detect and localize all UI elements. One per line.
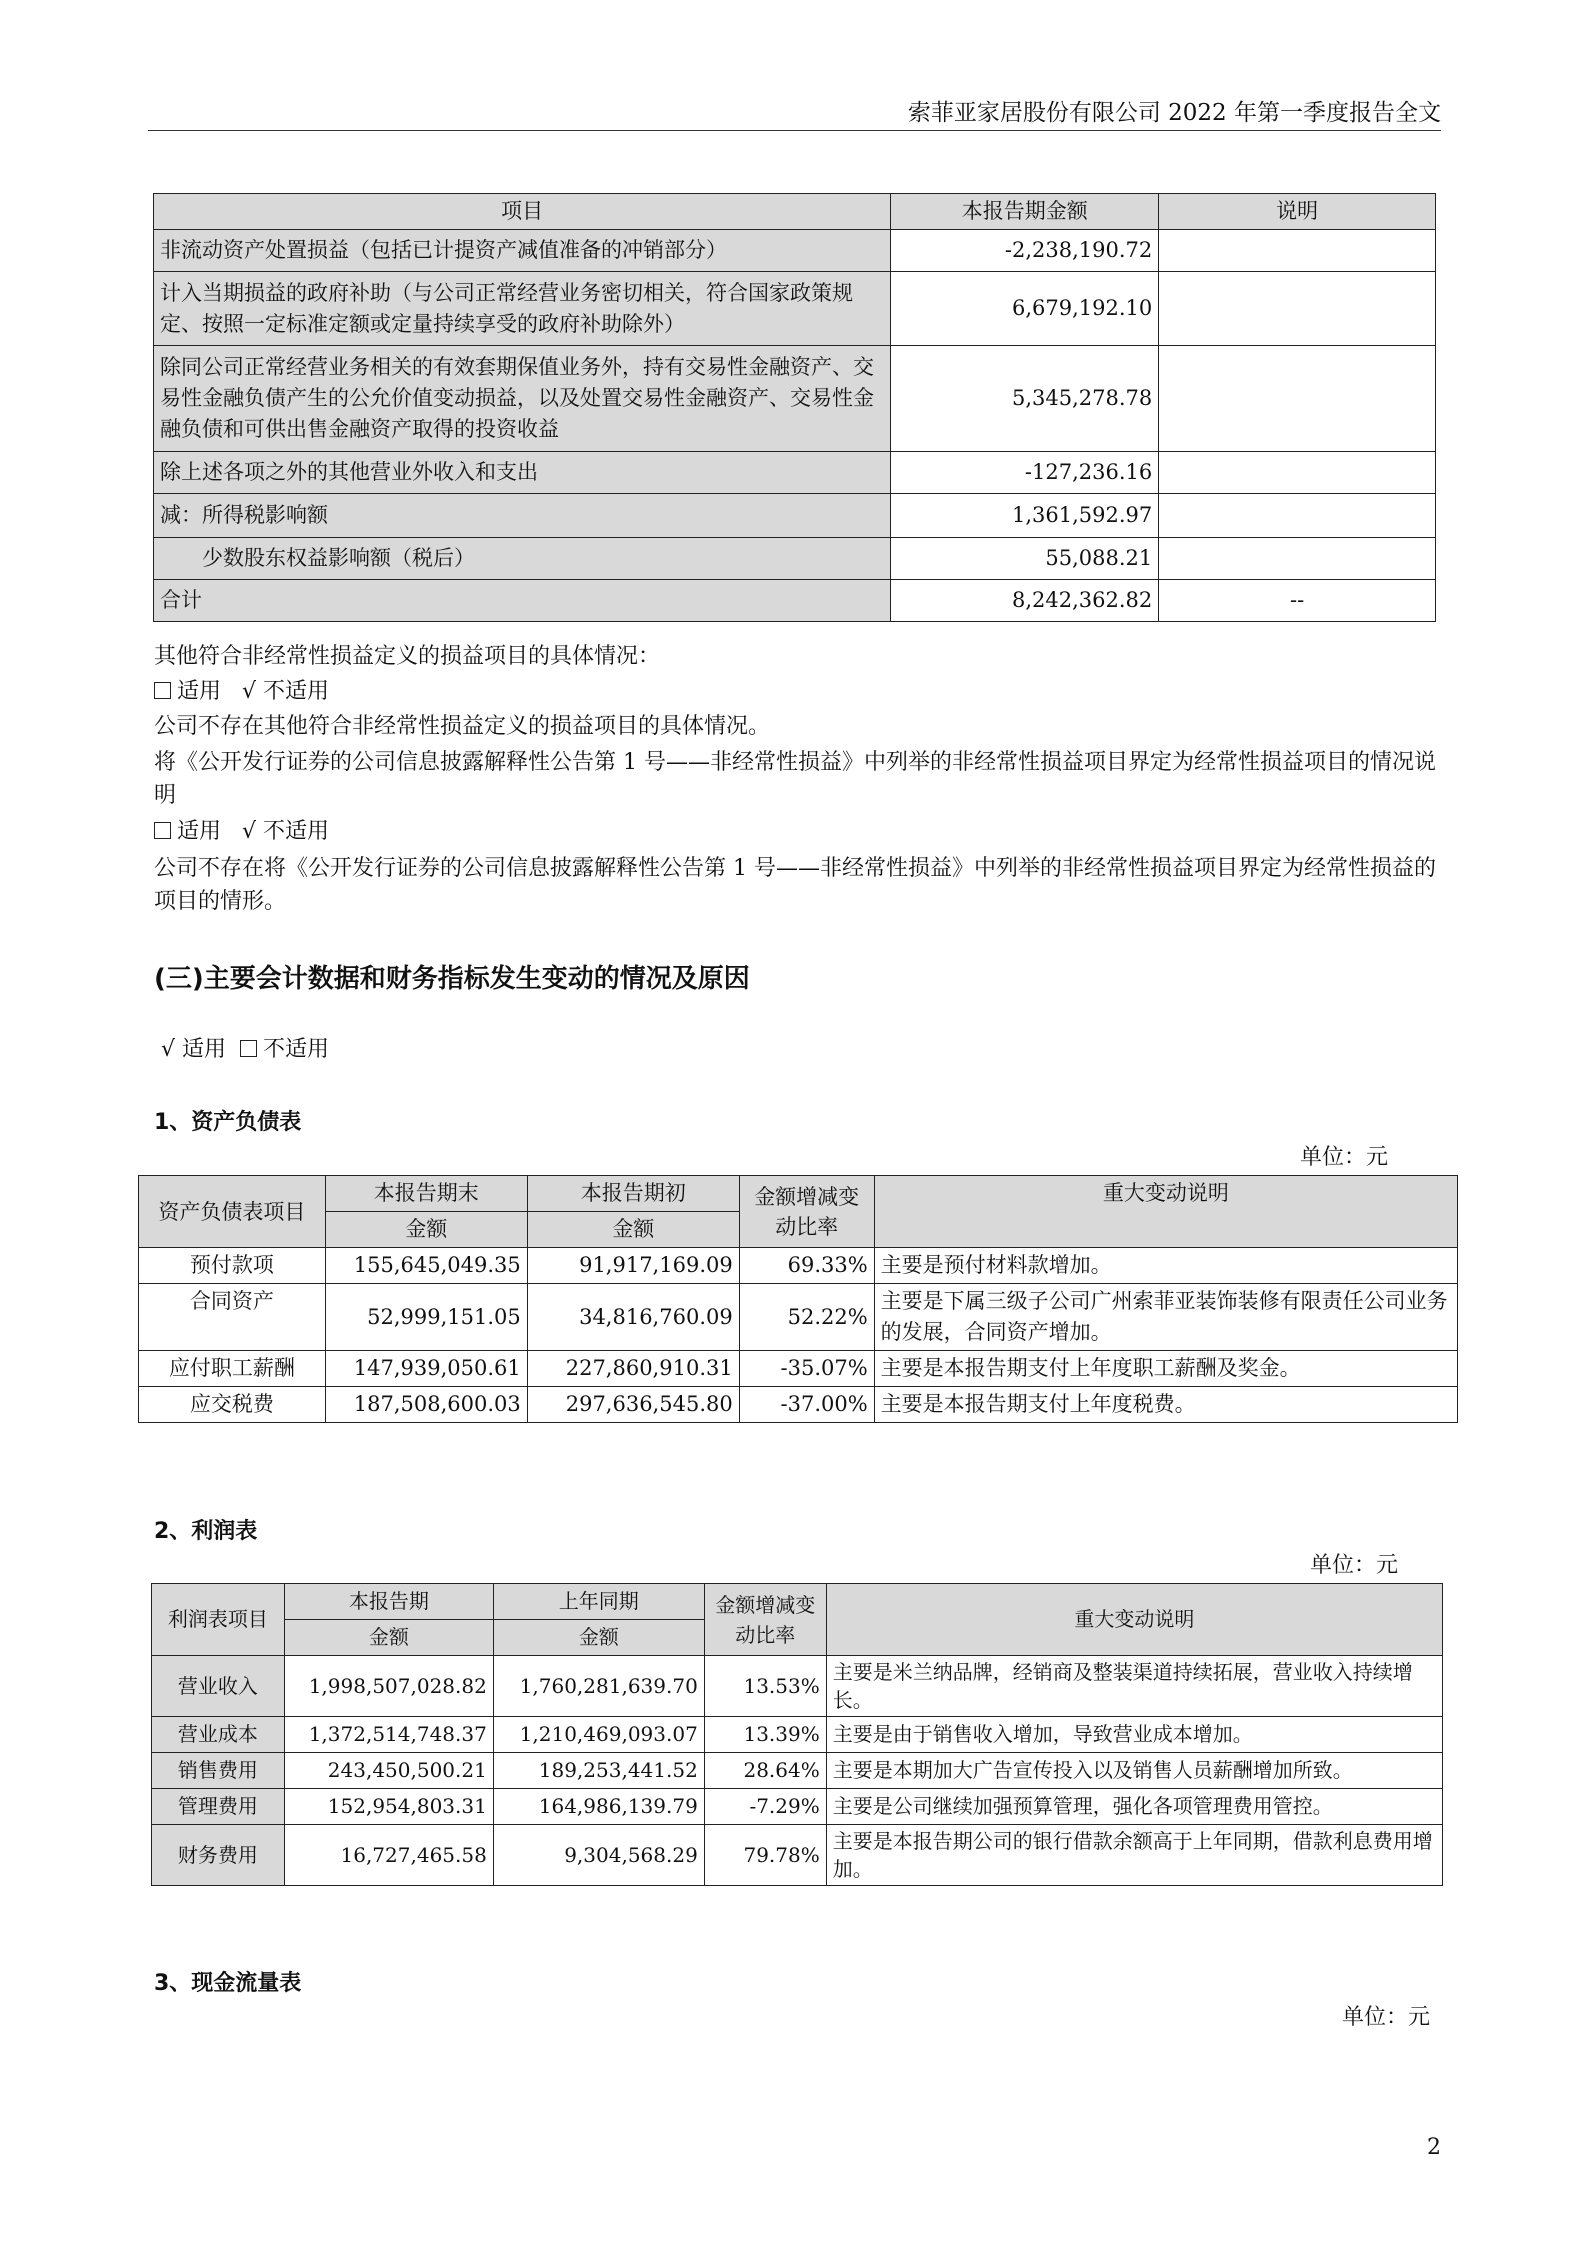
ratio-cell: 28.64% <box>704 1753 826 1789</box>
amount-cell: 34,816,760.09 <box>527 1284 739 1351</box>
desc-cell: 主要是由于销售收入增加，导致营业成本增加。 <box>826 1717 1442 1753</box>
header-cell: 利润表项目 <box>152 1584 285 1656</box>
note-cell <box>1159 494 1436 538</box>
header-cell: 资产负债表项目 <box>139 1176 326 1248</box>
header-cell: 金额 <box>284 1620 493 1656</box>
header-cell: 重大变动说明 <box>826 1584 1442 1656</box>
applicability-line <box>154 815 1444 848</box>
header-cell: 金额 <box>493 1620 704 1656</box>
table-row <box>139 1351 1458 1387</box>
amount-cell: -2,238,190.72 <box>891 230 1159 272</box>
amount-cell: 8,242,362.82 <box>891 580 1159 622</box>
table-row <box>152 1789 1443 1825</box>
applicable-label: 适用 <box>177 819 222 844</box>
amount-cell: 9,304,568.29 <box>493 1825 704 1886</box>
table-row <box>152 1825 1443 1886</box>
checkbox-empty-icon <box>240 1040 257 1057</box>
item-cell: 少数股东权益影响额（税后） <box>154 538 891 580</box>
item-cell: 预付款项 <box>139 1248 326 1284</box>
checkbox-empty-icon <box>154 822 171 839</box>
ratio-cell: 13.53% <box>704 1656 826 1717</box>
paragraph-other-items: 其他符合非经常性损益定义的损益项目的具体情况： <box>154 644 661 669</box>
header-cell: 本报告期末 <box>325 1176 527 1212</box>
item-cell: 销售费用 <box>152 1753 285 1789</box>
table-row <box>154 580 1436 622</box>
desc-cell: 主要是下属三级子公司广州索菲亚装饰装修有限责任公司业务的发展，合同资产增加。 <box>874 1284 1457 1351</box>
desc-cell: 主要是本报告期公司的银行借款余额高于上年同期，借款利息费用增加。 <box>826 1825 1442 1886</box>
applicable-label: 适用 <box>177 679 222 704</box>
checkmark-icon: √ <box>242 679 257 704</box>
header-divider <box>148 130 1441 131</box>
table-row <box>152 1753 1443 1789</box>
table-row <box>154 272 1436 346</box>
item-cell: 财务费用 <box>152 1825 285 1886</box>
item-cell: 非流动资产处置损益（包括已计提资产减值准备的冲销部分） <box>154 230 891 272</box>
page-number: 2 <box>1427 2135 1441 2160</box>
item-cell: 营业收入 <box>152 1656 285 1717</box>
desc-cell: 主要是公司继续加强预算管理，强化各项管理费用管控。 <box>826 1789 1442 1825</box>
header-cell: 本报告期 <box>284 1584 493 1620</box>
paragraph-none-classified: 公司不存在将《公开发行证券的公司信息披露解释性公告第 1 号——非经常性损益》中列举的非经常性损益项目界定为经常性损益的项目的情形。 <box>154 856 1436 914</box>
amount-cell: 164,986,139.79 <box>493 1789 704 1825</box>
item-cell: 计入当期损益的政府补助（与公司正常经营业务密切相关，符合国家政策规定、按照一定标准定额或定量持续享受的政府补助除外） <box>154 272 891 346</box>
ratio-cell: -7.29% <box>704 1789 826 1825</box>
amount-cell: 147,939,050.61 <box>325 1351 527 1387</box>
amount-cell: 152,954,803.31 <box>284 1789 493 1825</box>
item-cell: 合同资产 <box>139 1284 326 1351</box>
table-row <box>152 1656 1443 1717</box>
checkmark-icon: √ <box>242 819 257 844</box>
checkbox-empty-icon <box>154 682 171 699</box>
table-row <box>139 1387 1458 1423</box>
header-cell: 本报告期初 <box>527 1176 739 1212</box>
note-cell <box>1159 538 1436 580</box>
item-cell: 应付职工薪酬 <box>139 1351 326 1387</box>
amount-cell: 189,253,441.52 <box>493 1753 704 1789</box>
note-cell: -- <box>1159 580 1436 622</box>
ratio-cell: 79.78% <box>704 1825 826 1886</box>
item-cell: 减：所得税影响额 <box>154 494 891 538</box>
unit-label: 单位：元 <box>1310 1553 1399 1578</box>
ratio-cell: -37.00% <box>739 1387 874 1423</box>
amount-cell: 52,999,151.05 <box>325 1284 527 1351</box>
table-row <box>154 346 1436 452</box>
header-cell: 本报告期金额 <box>891 194 1159 230</box>
note-cell <box>1159 346 1436 452</box>
amount-cell: 6,679,192.10 <box>891 272 1159 346</box>
table-header-row <box>139 1176 1458 1212</box>
amount-cell: 91,917,169.09 <box>527 1248 739 1284</box>
amount-cell: 1,372,514,748.37 <box>284 1717 493 1753</box>
amount-cell: 55,088.21 <box>891 538 1159 580</box>
section-title: (三)主要会计数据和财务指标发生变动的情况及原因 <box>154 964 750 994</box>
income-statement-title: 2、利润表 <box>154 1519 258 1544</box>
amount-cell: 16,727,465.58 <box>284 1825 493 1886</box>
table-header-row <box>154 194 1436 230</box>
ratio-cell: 52.22% <box>739 1284 874 1351</box>
item-cell: 管理费用 <box>152 1789 285 1825</box>
table-row <box>154 538 1436 580</box>
ratio-cell: -35.07% <box>739 1351 874 1387</box>
paragraph-none-exist: 公司不存在其他符合非经常性损益定义的损益项目的具体情况。 <box>154 714 771 739</box>
not-applicable-label: 不适用 <box>263 679 330 704</box>
amount-cell: 1,210,469,093.07 <box>493 1717 704 1753</box>
table-row <box>152 1717 1443 1753</box>
desc-cell: 主要是本报告期支付上年度职工薪酬及奖金。 <box>874 1351 1457 1387</box>
page-header-title: 索菲亚家居股份有限公司 2022 年第一季度报告全文 <box>907 100 1441 126</box>
amount-cell: 1,361,592.97 <box>891 494 1159 538</box>
not-applicable-label: 不适用 <box>263 1037 330 1062</box>
balance-sheet-title: 1、资产负债表 <box>154 1110 302 1135</box>
amount-cell: 243,450,500.21 <box>284 1753 493 1789</box>
ratio-cell: 13.39% <box>704 1717 826 1753</box>
table-row <box>139 1284 1458 1351</box>
table-row <box>154 230 1436 272</box>
paragraph-classification: 将《公开发行证券的公司信息披露解释性公告第 1 号——非经常性损益》中列举的非经常性损益项目界定为经常性损益项目的情况说明 <box>154 750 1436 808</box>
nonrecurring-gains-table <box>153 193 1436 622</box>
desc-cell: 主要是预付材料款增加。 <box>874 1248 1457 1284</box>
income-statement-table <box>151 1583 1443 1886</box>
amount-cell: -127,236.16 <box>891 452 1159 494</box>
header-cell: 金额 <box>325 1212 527 1248</box>
item-cell: 合计 <box>154 580 891 622</box>
table-row <box>154 452 1436 494</box>
item-cell: 除上述各项之外的其他营业外收入和支出 <box>154 452 891 494</box>
header-cell: 金额增减变动比率 <box>704 1584 826 1656</box>
balance-sheet-table <box>138 1175 1458 1423</box>
checkmark-icon: √ <box>161 1037 176 1062</box>
header-cell: 金额增减变动比率 <box>739 1176 874 1248</box>
table-header-row <box>152 1584 1443 1620</box>
applicability-line <box>154 675 1444 708</box>
table-row <box>154 494 1436 538</box>
amount-cell: 155,645,049.35 <box>325 1248 527 1284</box>
header-cell: 金额 <box>527 1212 739 1248</box>
cash-flow-title: 3、现金流量表 <box>154 1971 302 1996</box>
unit-label: 单位：元 <box>1300 1145 1389 1170</box>
header-cell: 说明 <box>1159 194 1436 230</box>
desc-cell: 主要是本报告期支付上年度税费。 <box>874 1387 1457 1423</box>
desc-cell: 主要是本期加大广告宣传投入以及销售人员薪酬增加所致。 <box>826 1753 1442 1789</box>
header-cell: 重大变动说明 <box>874 1176 1457 1248</box>
item-cell: 除同公司正常经营业务相关的有效套期保值业务外，持有交易性金融资产、交易性金融负债产生的公允价值变动损益，以及处置交易性金融资产、交易性金融负债和可供出售金融资产取得的投资收益 <box>154 346 891 452</box>
header-cell: 项目 <box>154 194 891 230</box>
item-cell: 营业成本 <box>152 1717 285 1753</box>
item-cell: 应交税费 <box>139 1387 326 1423</box>
table-row <box>139 1248 1458 1284</box>
amount-cell: 227,860,910.31 <box>527 1351 739 1387</box>
note-cell <box>1159 452 1436 494</box>
amount-cell: 1,760,281,639.70 <box>493 1656 704 1717</box>
ratio-cell: 69.33% <box>739 1248 874 1284</box>
amount-cell: 1,998,507,028.82 <box>284 1656 493 1717</box>
amount-cell: 187,508,600.03 <box>325 1387 527 1423</box>
unit-label: 单位：元 <box>1342 2005 1431 2030</box>
note-cell <box>1159 230 1436 272</box>
desc-cell: 主要是米兰纳品牌，经销商及整装渠道持续拓展，营业收入持续增长。 <box>826 1656 1442 1717</box>
header-cell: 上年同期 <box>493 1584 704 1620</box>
applicable-label: 适用 <box>182 1037 227 1062</box>
note-cell <box>1159 272 1436 346</box>
amount-cell: 5,345,278.78 <box>891 346 1159 452</box>
applicability-line <box>154 1033 1444 1066</box>
amount-cell: 297,636,545.80 <box>527 1387 739 1423</box>
not-applicable-label: 不适用 <box>263 819 330 844</box>
